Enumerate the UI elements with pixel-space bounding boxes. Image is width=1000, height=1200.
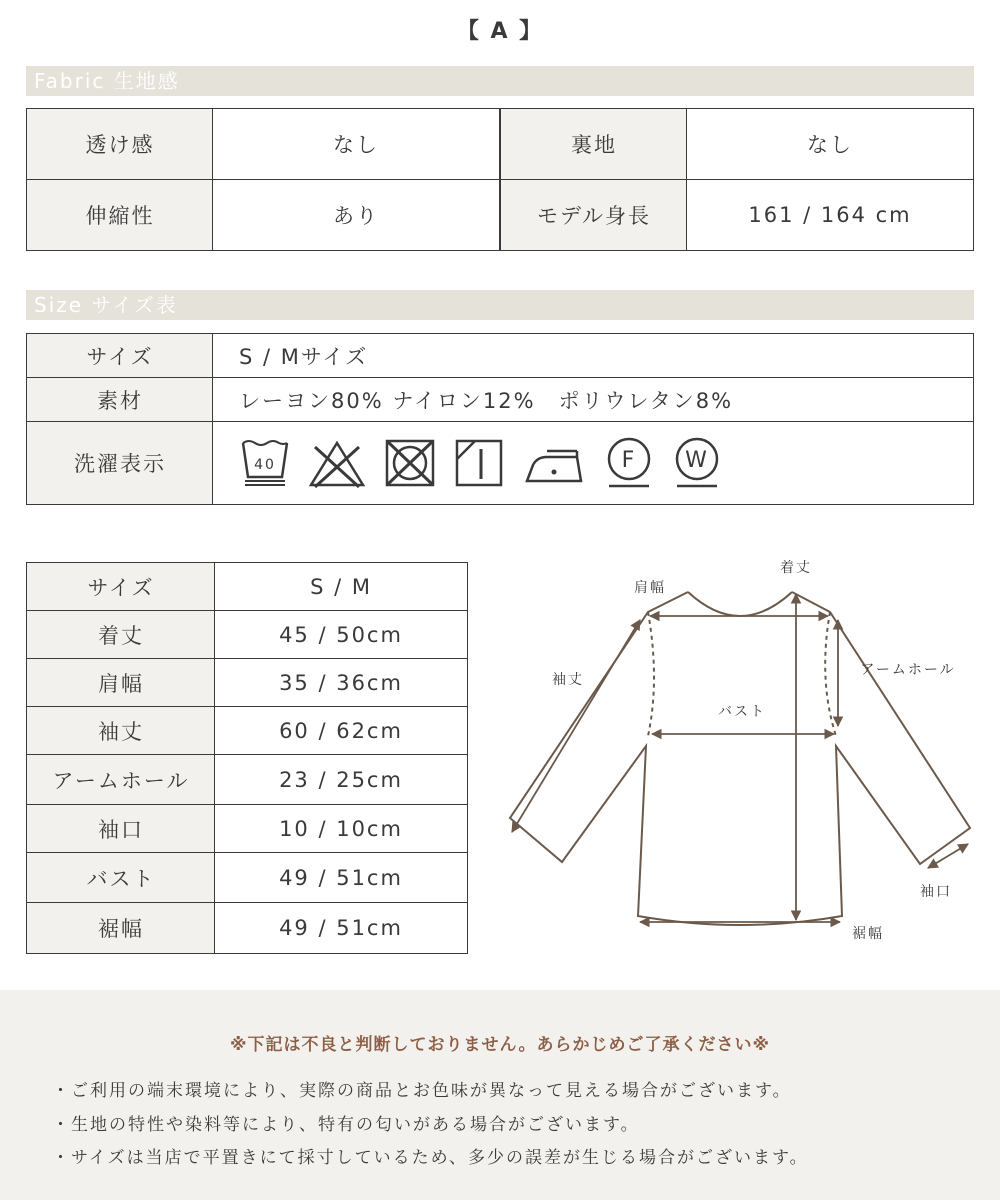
- wet-clean-w-icon: [671, 436, 723, 490]
- garment-outline: [510, 592, 970, 925]
- size-section-bar: Size サイズ表: [26, 290, 974, 320]
- no-bleach-icon: [307, 437, 367, 489]
- diagram-label-hem: 裾幅: [852, 926, 884, 942]
- care-label: 洗濯表示: [26, 421, 214, 505]
- size-row-label: 肩幅: [26, 658, 216, 708]
- size-row-label: 裾幅: [26, 902, 216, 954]
- fabric-value-stretch: あり: [212, 179, 500, 251]
- fabric-value-lining: なし: [686, 108, 974, 180]
- diagram-label-cuff: 袖口: [920, 884, 952, 900]
- fabric-label-sheer: 透け感: [26, 108, 214, 180]
- size-row-label: 袖丈: [26, 706, 216, 756]
- notes-title: ※下記は不良と判断しておりません。あらかじめご了承ください※: [229, 1035, 771, 1055]
- size-row-value: 49 / 51cm: [214, 852, 468, 904]
- size-row-value: 23 / 25cm: [214, 754, 468, 806]
- size-table-header-label: サイズ: [26, 562, 216, 612]
- dry-clean-letter: F: [621, 448, 637, 473]
- diagram-label-armhole: アームホール: [860, 662, 956, 678]
- note-line: ・生地の特性や染料等により、特有の匂いがある場合がございます。: [52, 1115, 640, 1135]
- diagram-label-sleeve: 袖丈: [552, 672, 584, 688]
- size-row-label: バスト: [26, 852, 216, 904]
- garment-diagram: [500, 550, 980, 950]
- material-value: レーヨン80% ナイロン12% ポリウレタン8%: [212, 377, 974, 423]
- note-line: ・サイズは当店で平置きにて採寸しているため、多少の誤差が生じる場合がございます。: [52, 1148, 809, 1168]
- fabric-label-lining: 裏地: [500, 108, 688, 180]
- size-row-value: 45 / 50cm: [214, 610, 468, 660]
- size-row-value: 35 / 36cm: [214, 658, 468, 708]
- measure-lines: [512, 594, 968, 922]
- size-row-value: 10 / 10cm: [214, 804, 468, 854]
- fabric-value-model-height: 161 / 164 cm: [686, 179, 974, 251]
- wash-40-icon: [239, 437, 291, 489]
- size-row-value: 49 / 51cm: [214, 902, 468, 954]
- size-row-label: アームホール: [26, 754, 216, 806]
- fabric-section-bar: Fabric 生地感: [26, 66, 974, 96]
- fabric-value-sheer: なし: [212, 108, 500, 180]
- dry-clean-f-icon: [603, 436, 655, 490]
- diagram-label-length: 着丈: [780, 560, 812, 576]
- size-info-label: サイズ: [26, 333, 214, 379]
- size-row-label: 袖口: [26, 804, 216, 854]
- size-row-label: 着丈: [26, 610, 216, 660]
- wash-temp-text: 40: [254, 457, 276, 473]
- drip-dry-shade-icon: [453, 437, 505, 489]
- size-row-value: 60 / 62cm: [214, 706, 468, 756]
- care-icons-row: [213, 436, 723, 490]
- wet-clean-letter: W: [685, 448, 709, 473]
- fabric-label-stretch: 伸縮性: [26, 179, 214, 251]
- size-table-header-value: S / M: [214, 562, 468, 612]
- fabric-label-model-height: モデル身長: [500, 179, 688, 251]
- care-icons-cell: [212, 421, 974, 505]
- diagram-label-bust: バスト: [718, 704, 766, 720]
- size-info-value: S / Mサイズ: [212, 333, 974, 379]
- diagram-label-shoulder: 肩幅: [634, 580, 666, 596]
- iron-low-icon: [521, 437, 587, 489]
- material-label: 素材: [26, 377, 214, 423]
- note-line: ・ご利用の端末環境により、実際の商品とお色味が異なって見える場合がございます。: [52, 1081, 792, 1101]
- no-tumble-dry-icon: [383, 437, 437, 489]
- page-heading: 【 A 】: [456, 19, 544, 44]
